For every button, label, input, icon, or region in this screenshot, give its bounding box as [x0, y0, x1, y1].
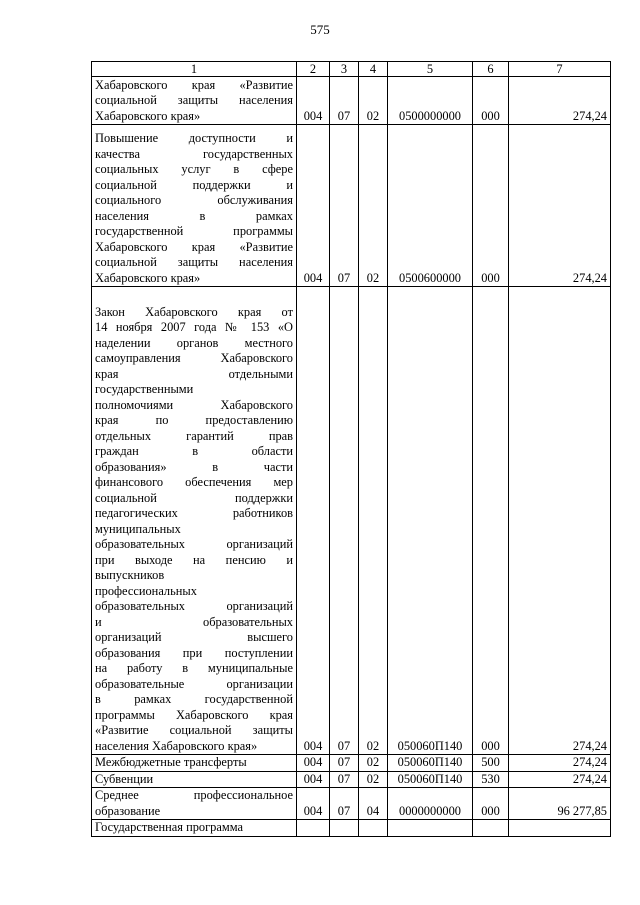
- table-row: [92, 125, 611, 287]
- item-name-line: края по предоставлению: [95, 413, 293, 427]
- ministry-code-cell: 004: [297, 755, 330, 772]
- item-name-line: и образовательных: [95, 614, 293, 629]
- expense-type-cell: 530: [473, 771, 509, 788]
- ministry-code-cell: 004: [297, 287, 330, 755]
- expense-type-cell: [473, 820, 509, 837]
- subsection-code-cell: 02: [359, 755, 388, 772]
- item-name-line: отдельных гарантий прав: [95, 428, 293, 443]
- section-code-cell: 07: [330, 788, 359, 820]
- item-name-line: в рамках государственной: [95, 692, 293, 706]
- item-name-line: организаций высшего: [95, 630, 293, 644]
- item-name-line: выпускников: [95, 568, 165, 582]
- section-code-cell: [330, 820, 359, 837]
- item-name-line: Субвенции: [95, 771, 154, 786]
- item-name-line: граждан в области: [95, 444, 293, 458]
- item-name-line: населения в рамках: [95, 208, 293, 223]
- item-name-line: на работу в муниципальные: [95, 661, 293, 675]
- budget-table: [91, 61, 611, 837]
- amount-cell: 274,24: [509, 755, 611, 772]
- item-name-line: профессиональных: [95, 583, 197, 598]
- table-row: [92, 788, 611, 820]
- amount-cell: 274,24: [509, 287, 611, 755]
- table-header-row: [92, 62, 611, 77]
- item-name-line: государственной программы: [95, 224, 293, 238]
- item-name-line: социальных услуг в сфере: [95, 162, 293, 176]
- table-row: [92, 287, 611, 755]
- item-name-line: Закон Хабаровского края от: [95, 304, 293, 319]
- item-name-line: Среднее профессиональное: [95, 788, 293, 802]
- target-article-cell: 050060П140: [388, 771, 473, 788]
- item-name-line: 14 ноября 2007 года № 153 «О: [95, 320, 293, 334]
- amount-cell: 274,24: [509, 771, 611, 788]
- subsection-code-cell: 02: [359, 287, 388, 755]
- item-name-cell: [92, 820, 297, 837]
- expense-type-cell: 000: [473, 287, 509, 755]
- expense-type-cell: 000: [473, 77, 509, 125]
- column-header: 2: [297, 62, 330, 77]
- expense-type-cell: 000: [473, 125, 509, 287]
- subsection-code-cell: 02: [359, 771, 388, 788]
- subsection-code-cell: [359, 820, 388, 837]
- expense-type-cell: 000: [473, 788, 509, 820]
- item-name-cell: [92, 755, 297, 772]
- item-name-cell: [92, 77, 297, 125]
- item-name-line: социальной поддержки: [95, 490, 293, 505]
- ministry-code-cell: 004: [297, 771, 330, 788]
- item-name-line: края отдельными: [95, 366, 293, 381]
- amount-cell: 274,24: [509, 77, 611, 125]
- item-name-line: социальной защиты населения: [95, 93, 293, 107]
- table-row: [92, 755, 611, 772]
- item-name-cell: [92, 771, 297, 788]
- section-code-cell: 07: [330, 125, 359, 287]
- amount-cell: 96 277,85: [509, 788, 611, 820]
- amount-cell: 274,24: [509, 125, 611, 287]
- subsection-code-cell: 02: [359, 125, 388, 287]
- item-name-line: самоуправления Хабаровского: [95, 351, 293, 365]
- item-name-line: образовательных организаций: [95, 599, 293, 613]
- item-name-line: социальной защиты населения: [95, 255, 293, 269]
- item-name-line: Государственная программа: [95, 820, 243, 834]
- page-number: 575: [310, 22, 330, 37]
- target-article-cell: [388, 820, 473, 837]
- item-name-line: социального обслуживания: [95, 193, 293, 207]
- expense-type-cell: 500: [473, 755, 509, 772]
- ministry-code-cell: 004: [297, 788, 330, 820]
- item-name-line: Хабаровского края»: [95, 270, 201, 285]
- item-name-cell: [92, 788, 297, 820]
- amount-cell: [509, 820, 611, 837]
- ministry-code-cell: 004: [297, 125, 330, 287]
- column-header: 3: [330, 62, 359, 77]
- item-name-line: Хабаровского края»: [95, 108, 201, 123]
- item-name-line: при выходе на пенсию и: [95, 552, 293, 567]
- item-name-line: полномочиями Хабаровского: [95, 397, 293, 412]
- item-name-line: социальной поддержки и: [95, 177, 293, 192]
- item-name-line: педагогических работников: [95, 506, 293, 520]
- item-name-line: образования» в части: [95, 459, 293, 474]
- column-header: 5: [388, 62, 473, 77]
- table-row: [92, 77, 611, 125]
- section-code-cell: 07: [330, 755, 359, 772]
- subsection-code-cell: 02: [359, 77, 388, 125]
- item-name-line: Хабаровского края «Развитие: [95, 239, 293, 254]
- item-name-line: образовательные организации: [95, 676, 293, 691]
- column-header: 4: [359, 62, 388, 77]
- ministry-code-cell: 004: [297, 77, 330, 125]
- target-article-cell: 0500600000: [388, 125, 473, 287]
- column-header: 1: [92, 62, 297, 77]
- section-code-cell: 07: [330, 771, 359, 788]
- item-name-cell: [92, 125, 297, 287]
- item-name-line: Межбюджетные трансферты: [95, 755, 247, 769]
- target-article-cell: 0000000000: [388, 788, 473, 820]
- item-name-line: образование: [95, 803, 161, 818]
- item-name-line: Повышение доступности и: [95, 131, 293, 145]
- table-row: [92, 820, 611, 837]
- section-code-cell: 07: [330, 77, 359, 125]
- item-name-line: качества государственных: [95, 146, 293, 161]
- column-header: 7: [509, 62, 611, 77]
- item-name-line: населения Хабаровского края»: [95, 738, 258, 753]
- target-article-cell: 050060П140: [388, 755, 473, 772]
- item-name-line: образовательных организаций: [95, 537, 293, 551]
- column-header: 6: [473, 62, 509, 77]
- ministry-code-cell: [297, 820, 330, 837]
- item-name-line: образования при поступлении: [95, 645, 293, 660]
- item-name-cell: [92, 287, 297, 755]
- subsection-code-cell: 04: [359, 788, 388, 820]
- target-article-cell: 0500000000: [388, 77, 473, 125]
- item-name-line: государственными: [95, 382, 194, 396]
- item-name-line: муниципальных: [95, 521, 181, 536]
- target-article-cell: 050060П140: [388, 287, 473, 755]
- section-code-cell: 07: [330, 287, 359, 755]
- table-row: [92, 771, 611, 788]
- item-name-line: Хабаровского края «Развитие: [95, 77, 293, 92]
- item-name-line: «Развитие социальной защиты: [95, 723, 293, 737]
- item-name-line: наделении органов местного: [95, 335, 293, 350]
- item-name-line: финансового обеспечения мер: [95, 475, 293, 489]
- item-name-line: программы Хабаровского края: [95, 707, 293, 722]
